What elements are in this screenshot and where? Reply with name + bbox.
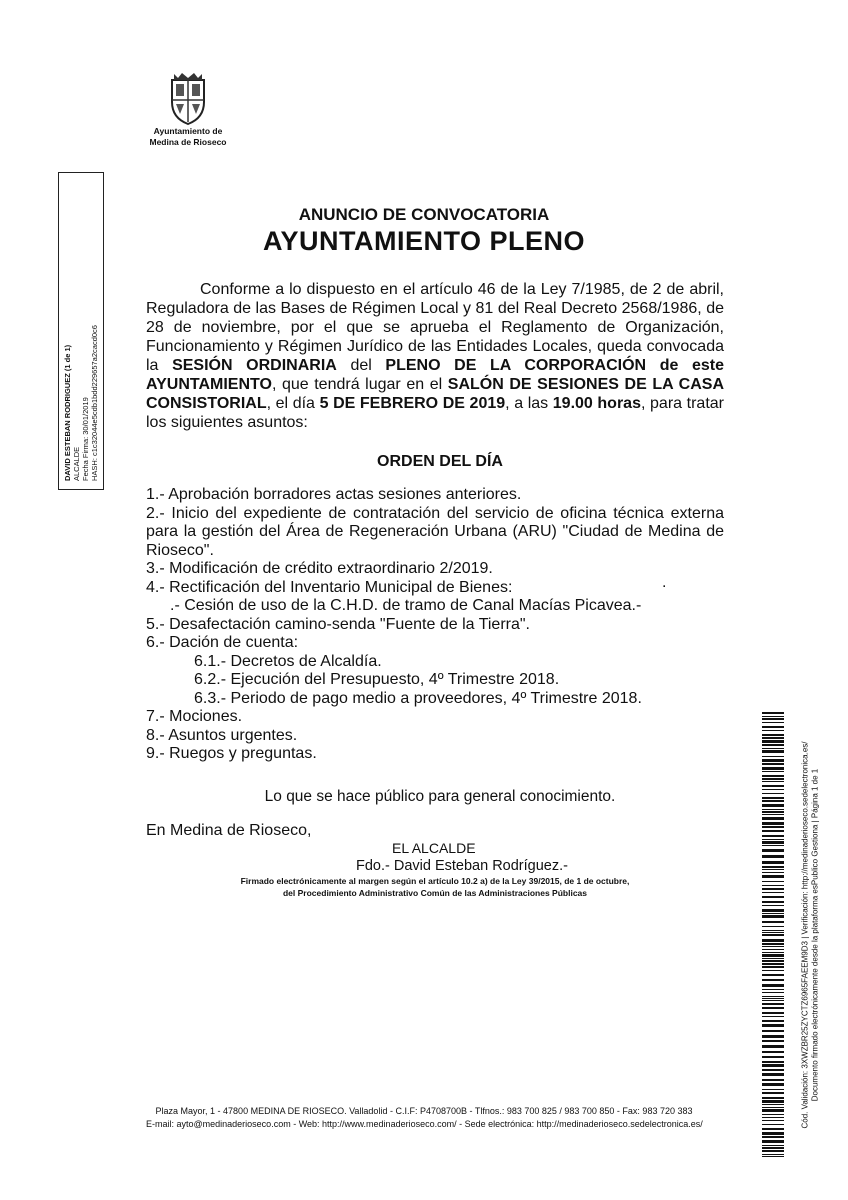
stamp-line: ALCALDE (72, 446, 81, 481)
barcode-bar (762, 954, 784, 957)
logo-text-line2: Medina de Rioseco (149, 137, 227, 147)
barcode-bar (762, 817, 784, 820)
barcode-bar (762, 830, 784, 832)
barcode-bar (762, 930, 784, 931)
municipal-logo (148, 70, 228, 148)
barcode-bar (762, 1132, 784, 1135)
barcode-bar (762, 1124, 784, 1125)
barcode-bar (762, 814, 784, 815)
barcode-bar (762, 759, 784, 762)
agenda-item: 8.- Asuntos urgentes. (146, 726, 298, 744)
agenda-item: 9.- Ruegos y preguntas. (146, 745, 317, 762)
barcode-bar (762, 750, 784, 753)
barcode-bar (762, 872, 784, 873)
barcode-bar (762, 841, 784, 844)
closing-text: Lo que se hace público para general conocimiento. (264, 788, 616, 805)
footer-address: Plaza Mayor, 1 - 47800 MEDINA DE RIOSECO. Valladolid - C.I.F: P4708700B - Tlfnos.: 983 700 825 / 983 700 850 - Fax: 983 720 383 (155, 1106, 693, 1116)
barcode-bar (762, 793, 784, 794)
e-signature-note: Firmado electrónicamente al margen según el artículo 10.2 a) de la Ley 39/2015, de 1 de octubre, (240, 876, 630, 886)
barcode-bar (762, 905, 784, 906)
intro-bold: SESIÓN ORDINARIA (172, 357, 337, 374)
barcode-bar (762, 901, 784, 903)
barcode-bar (762, 960, 784, 962)
barcode-bar (762, 1097, 784, 1099)
intro-bold: PLENO DE LA CORPORACIÓN de este AYUNTAMIENTO (146, 357, 725, 393)
stamp-line: HASH: c1c32044e5cdb1bdd229657a2cacd0c6 (90, 325, 99, 481)
barcode-bar (762, 726, 784, 728)
barcode-bar (762, 998, 784, 999)
barcode-bar (762, 996, 784, 997)
barcode-bar (762, 756, 784, 757)
barcode-bar (762, 1035, 784, 1038)
barcode-bar (762, 1000, 784, 1001)
council-title: AYUNTAMIENTO PLENO (262, 226, 586, 256)
agenda-title: ORDEN DEL DÍA (377, 453, 503, 470)
barcode-bar (762, 881, 784, 882)
barcode-bar (762, 958, 784, 959)
barcode-bar (762, 722, 784, 723)
barcode-bar (762, 921, 784, 923)
stray-mark: . (662, 574, 667, 591)
intro-text: , para tratar los siguientes asuntos: (146, 395, 725, 431)
barcode-bar (762, 1061, 784, 1063)
barcode-bar (762, 811, 784, 813)
barcode-bar (762, 875, 784, 878)
barcode-bar (762, 778, 784, 780)
barcode-bar (762, 989, 784, 990)
barcode-bar (762, 939, 784, 942)
barcode-bar (762, 785, 784, 787)
signer-role: EL ALCALDE (392, 840, 476, 856)
barcode-bar (762, 1012, 784, 1014)
barcode-bar (762, 1024, 784, 1027)
barcode-bar (762, 915, 784, 918)
barcode-bar (762, 1056, 784, 1058)
signer-name: Fdo.- David Esteban Rodríguez.- (356, 858, 568, 874)
barcode-bar (762, 1147, 784, 1149)
logo-text-line1: Ayuntamiento de (153, 126, 223, 136)
barcode-bar (762, 992, 784, 993)
barcode-bar (762, 800, 784, 802)
barcode-bar (762, 970, 784, 971)
barcode-bar (762, 1092, 784, 1094)
barcode-bar (762, 789, 784, 790)
place-text: En Medina de Rioseco, (146, 822, 312, 839)
barcode-bar (762, 966, 784, 968)
agenda-item: 1.- Aprobación borradores actas sesiones anteriores. (146, 486, 522, 503)
barcode-bar (762, 1156, 784, 1157)
barcode-bar (762, 1154, 784, 1155)
barcode-bar (762, 1064, 784, 1067)
barcode-bar (762, 835, 784, 837)
intro-text: , que tendrá lugar en el (271, 376, 448, 393)
agenda-item: 2.- Inicio del expediente de contratación del servicio de oficina técnica externa para la gestión del Área de Regeneración Urbana (ARU) "Ciudad de Medina de Rioseco". (146, 504, 724, 559)
barcode-bar (762, 984, 784, 987)
agenda-item: 5.- Desafectación camino-senda "Fuente de la Tierra". (146, 615, 530, 633)
barcode-bar (762, 866, 784, 868)
barcode-bar (762, 767, 784, 770)
agenda-list (146, 486, 724, 764)
barcode-bar (762, 781, 784, 782)
barcode-bar (762, 861, 784, 864)
barcode-bar (762, 826, 784, 828)
barcode-bar (762, 839, 784, 840)
barcode-bar (762, 885, 784, 886)
agenda-item: 4.- Rectificación del Inventario Municipal de Bienes: (146, 578, 513, 596)
barcode-bar (762, 892, 784, 893)
barcode-bar (762, 775, 784, 777)
barcode-bar (762, 744, 784, 746)
barcode-bar (762, 974, 784, 976)
barcode-bar (762, 1140, 784, 1143)
barcode-bar (762, 1150, 784, 1152)
barcode-bar (762, 1020, 784, 1022)
barcode-bar (762, 1083, 784, 1086)
e-signature-note: del Procedimiento Administrativo Común de las Administraciones Públicas (282, 888, 588, 898)
barcode-bar (762, 1145, 784, 1146)
barcode-bar (762, 1100, 784, 1103)
barcode-bar (762, 845, 784, 846)
barcode-bar (762, 809, 784, 810)
barcode-bar (762, 1016, 784, 1017)
barcode-bar (762, 943, 784, 945)
intro-text: , el día (266, 395, 320, 412)
barcode-bar (762, 740, 784, 743)
intro-bold: 19.00 horas (552, 395, 641, 412)
barcode-bar (762, 979, 784, 981)
barcode-bar (762, 1079, 784, 1081)
barcode (762, 712, 784, 1157)
intro-text: Conforme a lo dispuesto en el artículo 46 de la Ley 7/1985, de 2 de abril, Reguladora de las Bases de Régimen Local y 81 del Real Decreto 2568/1986, de 28 de noviembre, por el que se aprueba el Reglamento de Organización, Funcionamiento y Régimen Jurídico de las Entidades Locales, queda convocada la (146, 281, 724, 374)
barcode-bar (762, 1104, 784, 1105)
barcode-bar (762, 913, 784, 914)
barcode-bar (762, 1045, 784, 1048)
barcode-bar (762, 932, 784, 933)
barcode-bar (762, 1128, 784, 1130)
barcode-bar (762, 926, 784, 927)
agenda-item: 3.- Modificación de crédito extraordinario 2/2019. (146, 560, 493, 577)
barcode-bar (762, 855, 784, 858)
agenda-item: 7.- Mociones. (146, 708, 243, 725)
barcode-bar (762, 804, 784, 807)
stamp-line: DAVID ESTEBAN RODRIGUEZ (1 de 1) (63, 344, 72, 481)
barcode-bar (762, 849, 784, 852)
barcode-bar (762, 718, 784, 720)
intro-bold: SALÓN DE SESIONES DE LA CASA CONSISTORIAL (146, 376, 724, 412)
barcode-bar (762, 716, 784, 717)
footer-contact: E-mail: ayto@medinaderioseco.com - Web: http://www.medinaderioseco.com/ - Sede electrónica: http://medinaderioseco.sedelectronica.es/ (146, 1119, 703, 1129)
barcode-bar (762, 1136, 784, 1138)
agenda-subitem: 6.1.- Decretos de Alcaldía. (194, 652, 382, 670)
barcode-bar (762, 737, 784, 739)
intro-paragraph (146, 280, 724, 432)
barcode-bar (762, 1040, 784, 1042)
coat-of-arms-icon (162, 70, 214, 126)
barcode-bar (762, 1120, 784, 1121)
barcode-bar (762, 1051, 784, 1053)
barcode-bar (762, 934, 784, 936)
barcode-bar (762, 771, 784, 772)
barcode-bar (762, 1117, 784, 1118)
validation-line: Cód. Validación: 3XWZBR25ZYCTZ6965FAEEM9D3 | Verificación: http://medinaderioseco.sedelectronica.es/ (800, 741, 810, 1129)
barcode-bar (762, 734, 784, 736)
barcode-bar (762, 730, 784, 731)
barcode-bar (762, 1007, 784, 1009)
intro-text: , a las (505, 395, 553, 412)
barcode-bar (762, 1089, 784, 1090)
barcode-bar (762, 763, 784, 765)
validation-text (801, 715, 820, 1155)
validation-line: Documento firmado electrónicamente desde la plataforma esPublico Gestiona | Página 1 de 1 (810, 768, 819, 1102)
barcode-bar (762, 712, 784, 714)
agenda-subitem: 6.2.- Ejecución del Presupuesto, 4º Trimestre 2018. (194, 671, 560, 688)
barcode-bar (762, 946, 784, 947)
barcode-bar (762, 1073, 784, 1076)
announcement-title: ANUNCIO DE CONVOCATORIA (298, 205, 550, 224)
barcode-bar (762, 822, 784, 825)
barcode-bar (762, 896, 784, 898)
barcode-bar (762, 797, 784, 799)
barcode-bar (762, 963, 784, 965)
barcode-bar (762, 952, 784, 953)
barcode-bar (762, 1003, 784, 1005)
barcode-bar (762, 869, 784, 870)
agenda-subitem: .- Cesión de uso de la C.H.D. de tramo de Canal Macías Picavea.- (170, 597, 642, 614)
agenda-item: 6.- Dación de cuenta: (146, 634, 299, 651)
barcode-bar (762, 1030, 784, 1032)
barcode-bar (762, 748, 784, 749)
intro-text: del (336, 357, 386, 374)
stamp-line: Fecha Firma: 30/01/2019 (81, 397, 90, 481)
barcode-bar (762, 949, 784, 950)
agenda-subitem: 6.3.- Periodo de pago medio a proveedores, 4º Trimestre 2018. (194, 689, 642, 707)
barcode-bar (762, 909, 784, 912)
barcode-bar (762, 1069, 784, 1071)
barcode-bar (762, 888, 784, 890)
intro-bold: 5 DE FEBRERO DE 2019 (319, 395, 506, 412)
